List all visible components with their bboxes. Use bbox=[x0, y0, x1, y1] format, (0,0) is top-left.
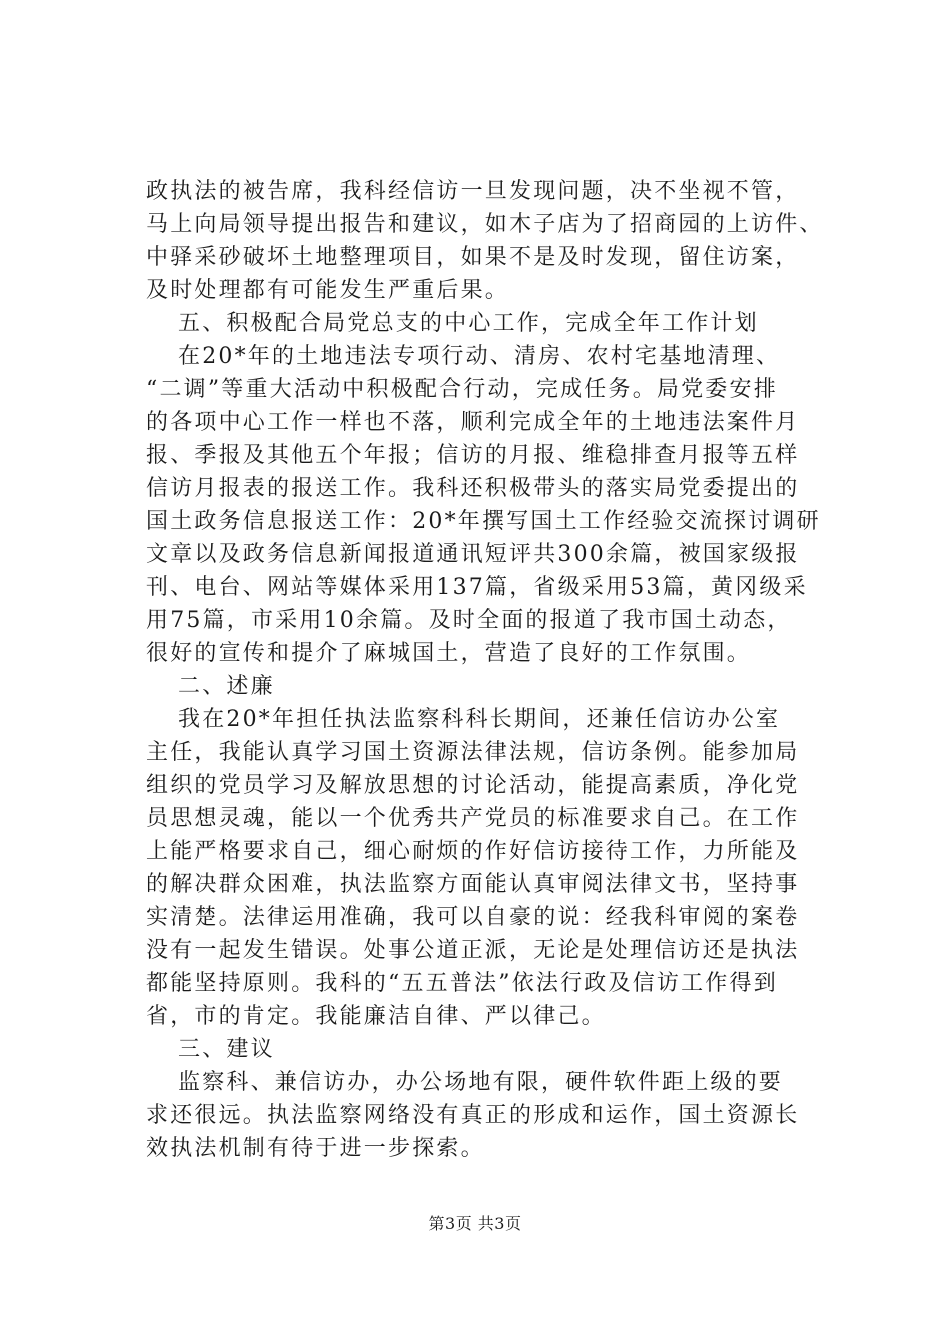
body-line: 信访月报表的报送工作。我科还积极带头的落实局党委提出的 bbox=[146, 476, 800, 501]
body-line: 刊、电台、网站等媒体采用137篇，省级采用53篇，黄冈级采 bbox=[146, 575, 808, 600]
body-line: 在20*年的土地违法专项行动、清房、农村宅基地清理、 bbox=[178, 344, 781, 369]
body-line: 及时处理都有可能发生严重后果。 bbox=[146, 278, 510, 303]
body-line: 没有一起发生错误。处事公道正派，无论是处理信访还是执法 bbox=[146, 938, 800, 963]
body-line: 员思想灵魂，能以一个优秀共产党员的标准要求自己。在工作 bbox=[146, 806, 800, 831]
body-line: 报、季报及其他五个年报；信访的月报、维稳排查月报等五样 bbox=[146, 443, 800, 468]
body-line: 上能严格要求自己，细心耐烦的作好信访接待工作，力所能及 bbox=[146, 839, 800, 864]
body-line: “二调”等重大活动中积极配合行动，完成任务。局党委安排 bbox=[146, 377, 778, 402]
body-line: 我在20*年担任执法监察科科长期间，还兼任信访办公室 bbox=[178, 707, 781, 732]
body-line: 实清楚。法律运用准确，我可以自豪的说：经我科审阅的案卷 bbox=[146, 905, 800, 930]
section-heading: 五、积极配合局党总支的中心工作，完成全年工作计划 bbox=[178, 311, 759, 336]
body-line: 主任，我能认真学习国土资源法律法规，信访条例。能参加局 bbox=[146, 740, 800, 765]
body-line: 中驿采砂破坏土地整理项目，如果不是及时发现，留住访案， bbox=[146, 245, 800, 270]
section-heading: 二、述廉 bbox=[178, 674, 275, 699]
body-line: 文章以及政务信息新闻报道通讯短评共300余篇，被国家级报 bbox=[146, 542, 800, 567]
body-line: 效执法机制有待于进一步探索。 bbox=[146, 1136, 485, 1161]
body-line: 求还很远。执法监察网络没有真正的形成和运作，国土资源长 bbox=[146, 1103, 800, 1128]
body-line: 政执法的被告席，我科经信访一旦发现问题，决不坐视不管， bbox=[146, 179, 800, 204]
body-line: 的解决群众困难，执法监察方面能认真审阅法律文书，坚持事 bbox=[146, 872, 800, 897]
body-line: 用75篇，市采用10余篇。及时全面的报道了我市国土动态， bbox=[146, 608, 792, 633]
body-line: 国土政务信息报送工作：20*年撰写国土工作经验交流探讨调研 bbox=[146, 509, 821, 534]
body-line: 的各项中心工作一样也不落，顺利完成全年的土地违法案件月 bbox=[146, 410, 800, 435]
body-line: 组织的党员学习及解放思想的讨论活动，能提高素质，净化党 bbox=[146, 773, 800, 798]
body-line: 都能坚持原则。我科的“五五普法”依法行政及信访工作得到 bbox=[146, 971, 778, 996]
body-line: 监察科、兼信访办，办公场地有限，硬件软件距上级的要 bbox=[178, 1070, 784, 1095]
body-line: 省，市的肯定。我能廉洁自律、严以律己。 bbox=[146, 1004, 606, 1029]
body-line: 很好的宣传和提介了麻城国土，营造了良好的工作氛围。 bbox=[146, 641, 752, 666]
body-line: 马上向局领导提出报告和建议，如木子店为了招商园的上访件、 bbox=[146, 212, 824, 237]
section-heading: 三、建议 bbox=[178, 1037, 275, 1062]
page-footer: 第3页 共3页 bbox=[428, 1214, 522, 1233]
